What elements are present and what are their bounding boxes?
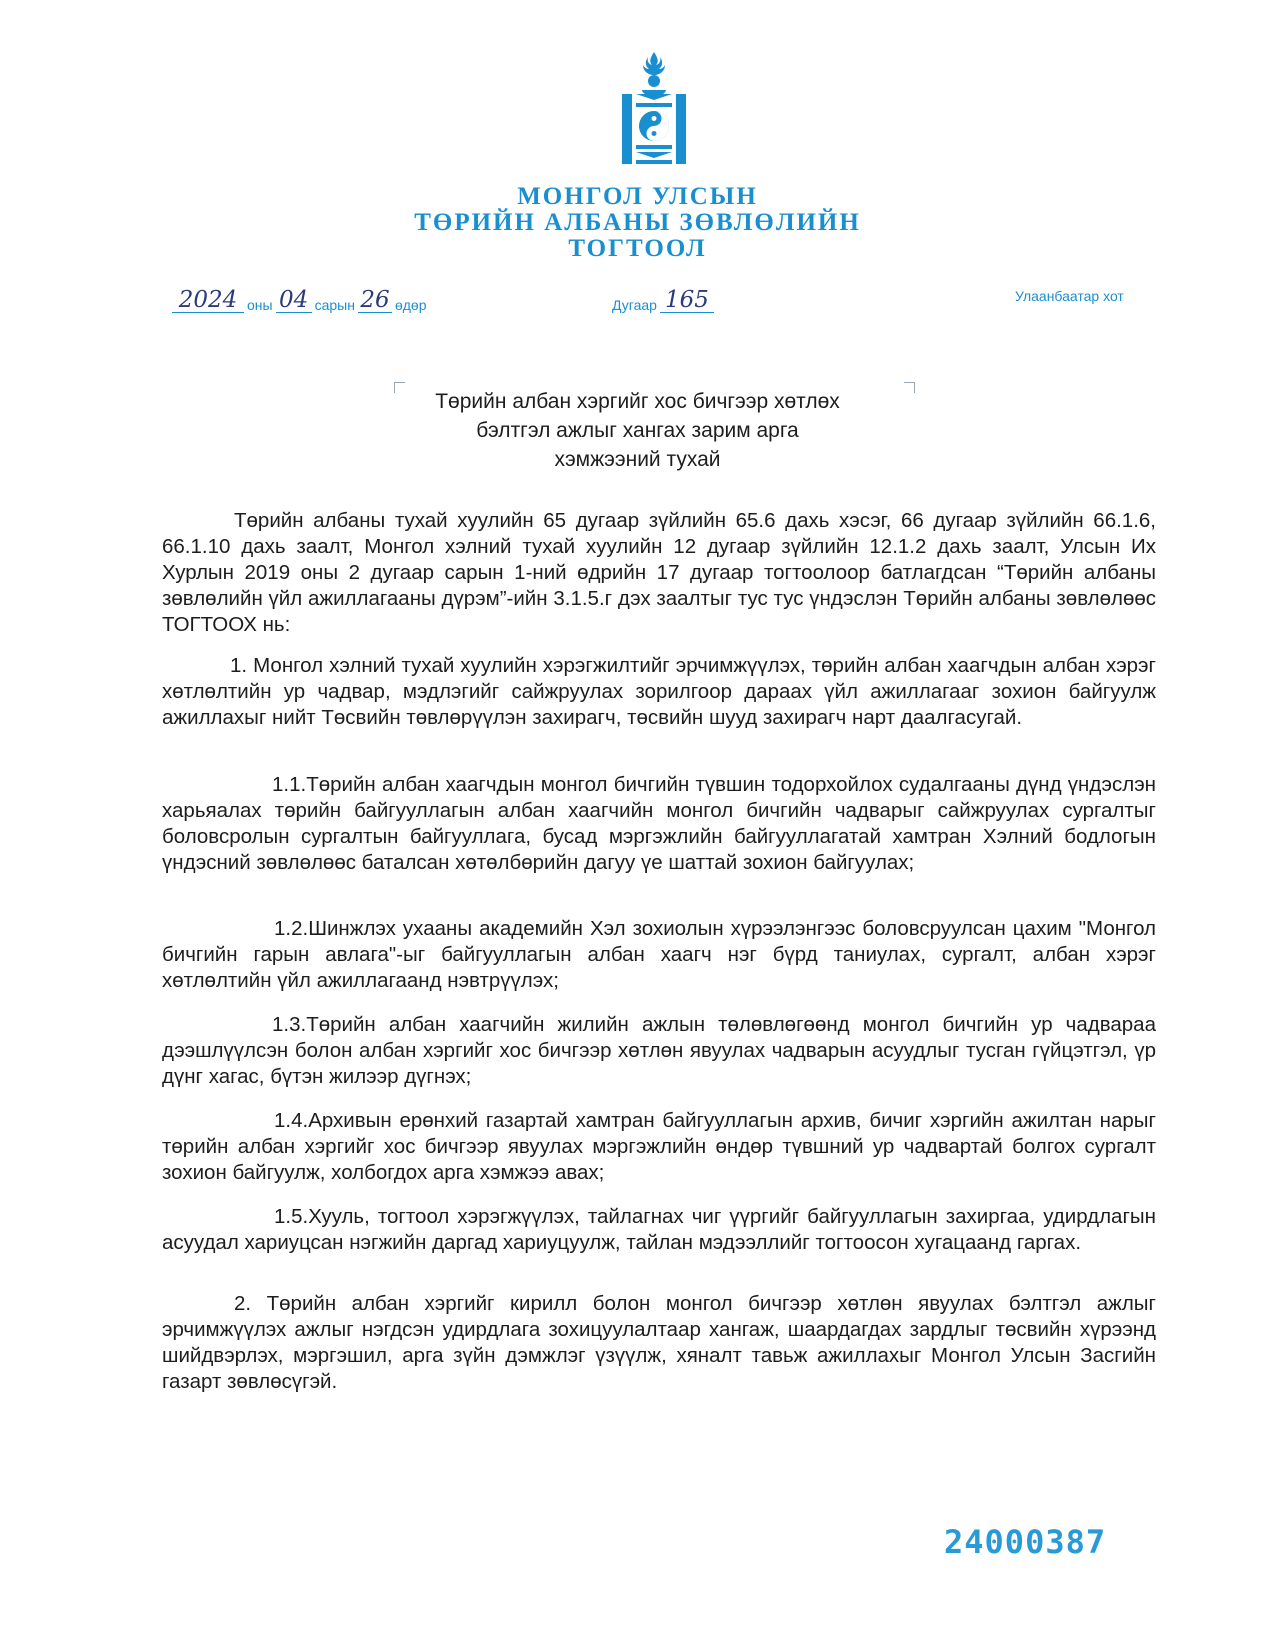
clause-1: 1. Монгол хэлний тухай хуулийн хэрэгжилтийг эрчимжүүлэх, төрийн албан хаагчдын албан хэрэг хөтлөлтийн ур чадвар, мэдлэгийг сайжруулах зорилгоор дараах үйл ажиллагааг зохион байгуулж ажиллахыг нийт Төсвийн төвлөрүүлэн захирагч, төсвийн шууд захирагч нарт даалгасугай. xyxy=(162,654,1156,729)
date-month: 04 xyxy=(276,288,312,313)
day-label: өдөр xyxy=(394,297,427,313)
soyombo-emblem-icon xyxy=(622,52,686,170)
clause-1-4: 1.4.Архивын ерөнхий газартай хамтран байгууллагын архив, бичиг хэргийн ажилтан нарыг төрийн албан хэргийг хос бичгээр явуулах мэргэжлийн өндөр түвшний ур чадвартай болгох сургалт зохион байгуулж, холбогдох арга хэмжээ авах; xyxy=(162,1109,1156,1184)
clause-1-3: 1.3.Төрийн албан хаагчийн жилийн ажлын төлөвлөгөөнд монгол бичгийн ур чадвараа дээшлүүлсэн болон албан хэргийг хос бичгээр хөтлөн явуулах чадварын асуудлыг тусган гүйцэтгэл, үр дүнг хагас, бүтэн жилээр дүгнэх; xyxy=(162,1013,1156,1088)
clause-2: 2. Төрийн албан хэргийг кирилл болон монгол бичгээр хөтлөн явуулах бэлтгэл ажлыг эрчимжүүлэх ажлыг нэгдсэн удирдлага зохицуулалтаар хангаж, шаардагдах зардлыг төсвийн хүрээнд шийдвэрлэх, мэргэшил, арга зүйн дэмжлэг үзүүлж, хяналт тавьж ажиллахыг Монгол Улсын Засгийн газарт зөвлөсүгэй. xyxy=(162,1292,1156,1393)
issuer-line-1: МОНГОЛ УЛСЫН xyxy=(517,183,758,210)
subject-line-3: хэмжээний тухай xyxy=(554,448,721,471)
city-label: Улаанбаатар хот xyxy=(1015,288,1124,304)
date-year: 2024 xyxy=(172,288,244,313)
subject-line-1: Төрийн албан хэргийг хос бичгээр хөтлөх xyxy=(435,390,840,413)
number-label: Дугаар xyxy=(612,297,657,313)
month-label: сарын xyxy=(314,297,355,313)
issuer-line-2: ТӨРИЙН АЛБАНЫ ЗӨВЛӨЛИЙН xyxy=(414,209,861,236)
preamble-paragraph: Төрийн албаны тухай хуулийн 65 дугаар зүйлийн 65.6 дахь хэсэг, 66 дугаар зүйлийн 66.1.6, 66.1.10 дахь заалт, Монгол хэлний тухай хуулийн 12 дугаар зүйлийн 12.1.2 дахь заалт, Улсын Их Хурлын 2019 оны 2 дугаар сарын 1-ний өдрийн 17 дугаар тогтоолоор батлагдсан “Төрийн албаны зөвлөлийн үйл ажиллагааны дүрэм”-ийн 3.1.5.г дэх заалтыг тус тус үндэслэн Төрийн албаны зөвлөлөөс ТОГТООХ нь: xyxy=(162,509,1156,636)
date-field xyxy=(172,288,430,313)
document-type-title: ТОГТООЛ xyxy=(568,235,707,262)
resolution-number: 165 xyxy=(660,288,714,313)
subject-line-2: бэлтгэл ажлыг хангах зарим арга xyxy=(476,419,799,442)
document-subject xyxy=(0,387,1275,474)
date-day: 26 xyxy=(358,288,392,313)
year-label: оны xyxy=(247,297,273,313)
clause-1-1: 1.1.Төрийн албан хаагчдын монгол бичгийн түвшин тодорхойлох судалгааны дүнд үндэслэн харьяалах төрийн байгууллагын албан хаагчийн монгол бичгийн чадварыг сайжруулах сургалтыг боловсролын сургалтын байгууллага, бусад мэргэжлийн байгууллагатай хамтран Хэлний бодлогын үндэсний зөвлөлөөс баталсан хөтөлбөрийн дагуу үе шаттай зохион байгуулах; xyxy=(162,773,1156,874)
resolution-number-field xyxy=(609,288,714,313)
registration-number-stamp: 24000387 xyxy=(944,1523,1107,1561)
clause-1-5: 1.5.Хууль, тогтоол хэрэгжүүлэх, тайлагнах чиг үүргийг байгууллагын захиргаа, удирдлагын асуудал хариуцсан нэгжийн даргад хариуцуулж, тайлан мэдээллийг тогтоосон хугацаанд гаргах. xyxy=(162,1205,1156,1254)
clause-1-2: 1.2.Шинжлэх ухааны академийн Хэл зохиолын хүрээлэнгээс боловсруулсан цахим "Монгол бичгийн гарын авлага"-ыг байгууллагын албан хаагч нэг бүрд таниулах, сургалт, албан хэрэг хөтлөлтийн үйл ажиллагаанд нэвтрүүлэх; xyxy=(162,917,1156,992)
